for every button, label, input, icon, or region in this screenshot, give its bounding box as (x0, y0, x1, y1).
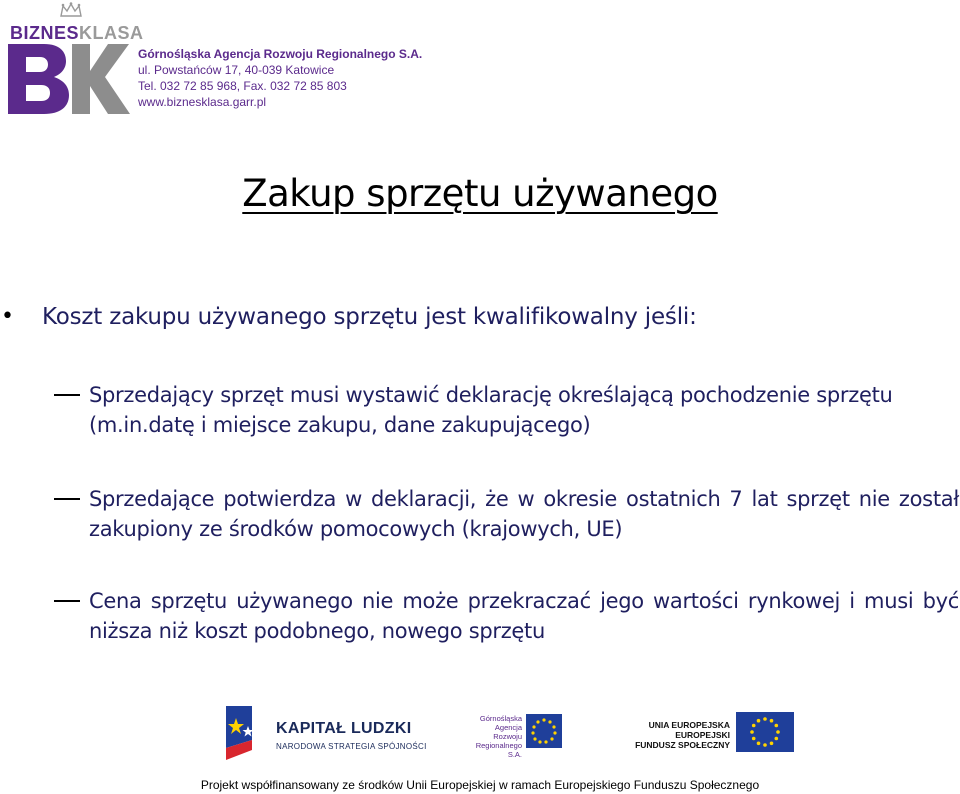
footer-caption: Projekt współfinansowany ze środków Unii Europejskiej w ramach Europejskiego Funduszu Społecznego (200, 778, 760, 792)
kapital-ludzki-logo-text (276, 720, 427, 751)
dash-icon (54, 498, 80, 500)
footer-logos (0, 690, 960, 794)
agency-website: www.biznesklasa.garr.pl (138, 95, 267, 109)
sub-bullet-text: Sprzedający sprzęt musi wystawić deklarację określającą pochodzenie sprzętu (m.in.datę i miejsce zakupu, dane zakupującego) (89, 383, 893, 437)
kapital-ludzki-title: KAPITAŁ LUDZKI (276, 720, 412, 737)
kapital-ludzki-subtitle: NARODOWA STRATEGIA SPÓJNOŚCI (276, 742, 427, 751)
garr-logo-text: Górnośląska Agencja Rozwoju Regionalnego S.A. (475, 714, 522, 759)
garr-logo (466, 712, 566, 759)
main-bullet-text: Koszt zakupu używanego sprzętu jest kwalifikowalny jeśli: (42, 304, 697, 330)
page-title: Zakup sprzętu używanego (242, 172, 718, 215)
dash-icon (54, 600, 80, 602)
sub-bullet-text: Sprzedające potwierdza w deklaracji, że w okresie ostatnich 7 lat sprzęt nie został zakupiony ze środków pomocowych (krajowych, UE) (89, 487, 959, 541)
contact-info (138, 46, 422, 110)
agency-name: Górnośląska Agencja Rozwoju Regionalnego S.A. (138, 47, 423, 61)
agency-phone: Tel. 032 72 85 968, Fax. 032 72 85 803 (138, 79, 347, 93)
bk-logo-icon (8, 44, 130, 114)
eu-flag-icon (736, 712, 794, 752)
eu-fund-text: UNIA EUROPEJSKA EUROPEJSKI FUNDUSZ SPOŁECZNY (635, 720, 730, 750)
agency-address: ul. Powstańców 17, 40-039 Katowice (138, 63, 335, 77)
brand-wordmark: BIZNESKLASA (10, 23, 144, 43)
kapital-ludzki-flag-icon (222, 704, 264, 762)
bullet-dot-icon: • (1, 304, 14, 329)
crown-icon (60, 2, 82, 18)
header-logo-block (6, 2, 426, 114)
sub-bullet-text: Cena sprzętu używanego nie może przekraczać jego wartości rynkowej i musi być niższa niż koszt podobnego, nowego sprzętu (89, 589, 959, 643)
eu-stars-icon (526, 714, 562, 748)
dash-icon (54, 394, 80, 396)
